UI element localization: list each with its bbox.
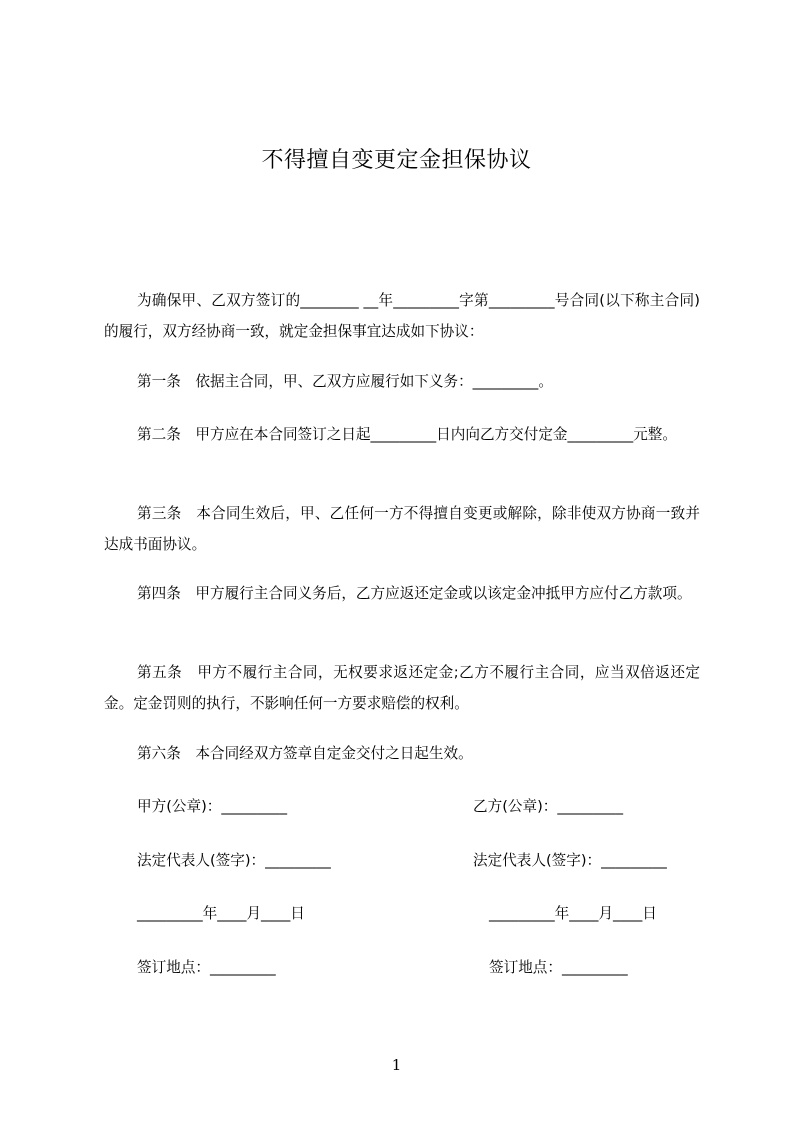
party-b-date-line: _________年____月____日	[489, 905, 657, 922]
article-3: 第三条 本合同生效后，甲、乙任何一方不得擅自变更或解除，除非使双方协商一致并达成书面协议。	[104, 505, 700, 553]
party-a-date-line: _________年____月____日	[137, 905, 305, 922]
article-5: 第五条 甲方不履行主合同，无权要求返还定金;乙方不履行主合同，应当双倍返还定金。定金罚则的执行，不影响任何一方要求赔偿的权利。	[104, 664, 700, 712]
party-a-rep-line: 法定代表人(签字)：_________	[137, 852, 331, 869]
party-b-place-line: 签订地点：_________	[489, 959, 628, 976]
document-title: 不得擅自变更定金担保协议	[261, 148, 532, 173]
party-b-seal-line: 乙方(公章)：_________	[473, 798, 624, 815]
article-1: 第一条 依据主合同，甲、乙双方应履行如下义务：_________。	[137, 373, 553, 390]
party-a-seal-line: 甲方(公章)：_________	[137, 798, 288, 815]
article-6: 第六条 本合同经双方签章自定金交付之日起生效。	[137, 745, 473, 762]
page-number: 1	[391, 1056, 402, 1074]
party-a-place-line: 签订地点：_________	[137, 959, 276, 976]
intro-paragraph: 为确保甲、乙双方签订的________ __年_________字第_________号合同(以下称主合同)的履行，双方经协商一致，就定金担保事宜达成如下协议：	[104, 292, 700, 340]
party-b-rep-line: 法定代表人(签字)：_________	[473, 852, 667, 869]
article-2: 第二条 甲方应在本合同签订之日起_________日内向乙方交付定金_________元整。	[137, 426, 677, 443]
article-4: 第四条 甲方履行主合同义务后，乙方应返还定金或以该定金冲抵甲方应付乙方款项。	[137, 585, 692, 602]
